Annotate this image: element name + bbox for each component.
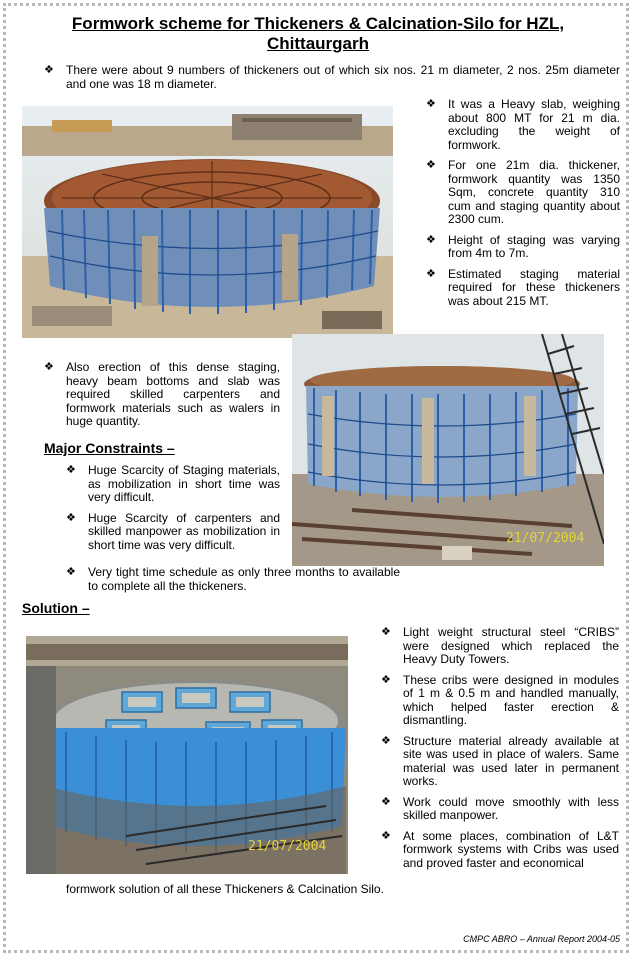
list-item: ❖ These cribs were designed in modules of 1 m & 0.5 m and handled manually, which helped faster erection & dismantling. (381, 672, 619, 727)
photo-date-stamp: 21/07/2004 (506, 531, 585, 546)
diamond-bullet-icon: ❖ (426, 267, 436, 280)
page-title (40, 14, 596, 54)
list-item: ❖ For one 21m dia. thickener, formwork quantity was 1350 Sqm, concrete quantity 310 cum and staging quantity about 2300 cum. (426, 158, 620, 226)
staging-note-list (44, 361, 280, 436)
list-item: ❖ At some places, combination of L&T formwork systems with Cribs was used and proved faster and economical (381, 828, 619, 870)
diamond-bullet-icon: ❖ (426, 233, 436, 246)
list-item: ❖ Estimated staging material required for these thickeners was about 215 MT. (426, 266, 620, 308)
list-item: ❖ Huge Scarcity of Staging materials, as mobilization in short time was very difficult. (66, 463, 280, 504)
list-item: ❖ It was a Heavy slab, weighing about 800 MT for 21 m dia. excluding the weight of formwork. (426, 97, 620, 152)
diamond-bullet-icon: ❖ (66, 511, 76, 524)
list-item: ❖ Height of staging was varying from 4m to 7m. (426, 232, 620, 260)
diamond-bullet-icon: ❖ (381, 829, 391, 842)
list-item: ❖ Light weight structural steel “CRIBS” were designed which replaced the Heavy Duty Towers. (381, 625, 619, 666)
list-item: ❖ Huge Scarcity of carpenters and skilled manpower as mobilization in short time was very difficult. (66, 510, 280, 552)
constraints-list-tail (66, 566, 400, 600)
constraints-heading: Major Constraints – (44, 440, 175, 456)
photo-date-stamp: 21/07/2004 (248, 839, 327, 854)
diamond-bullet-icon: ❖ (66, 464, 76, 476)
thickener-staging-photo (22, 106, 393, 338)
solution-closing-text: formwork solution of all these Thickeners & Calcination Silo. (66, 882, 384, 896)
list-item: ❖ Also erection of this dense staging, heavy beam bottoms and slab was required skilled carpenters and formwork materials such as walers in huge quantity. (44, 360, 280, 428)
title-line-1: Formwork scheme for Thickeners & Calcination-Silo for HZL, (71, 14, 565, 33)
diamond-bullet-icon: ❖ (381, 734, 391, 747)
diamond-bullet-icon: ❖ (426, 98, 436, 110)
diamond-bullet-icon: ❖ (381, 673, 391, 686)
intro-list (44, 64, 620, 98)
list-item: ❖ Structure material already available at site was used in place of walers. Same material was used later in permanent works. (381, 733, 619, 788)
list-item: ❖ Very tight time schedule as only three months to available to complete all the thickeners. (66, 565, 400, 593)
list-item: ❖ Work could move smoothly with less skilled manpower. (381, 794, 619, 822)
solution-heading: Solution – (22, 600, 90, 616)
diamond-bullet-icon: ❖ (44, 64, 54, 76)
diamond-bullet-icon: ❖ (381, 795, 391, 808)
diamond-bullet-icon: ❖ (381, 626, 391, 638)
cribs-photo (26, 636, 348, 874)
slab-facts-list (426, 98, 620, 315)
diamond-bullet-icon: ❖ (426, 159, 436, 171)
thickener-crane-photo (292, 334, 604, 566)
solution-list (381, 626, 619, 877)
constraints-list (66, 464, 280, 559)
report-footer: CMPC ABRO – Annual Report 2004-05 (463, 934, 620, 944)
title-line-2: Chittaurgarh (267, 34, 369, 53)
intro-bullet: ❖ There were about 9 numbers of thickeners out of which six nos. 21 m diameter, 2 nos. 25m diameter and one was 18 m diameter. (44, 63, 620, 91)
diamond-bullet-icon: ❖ (66, 566, 76, 578)
diamond-bullet-icon: ❖ (44, 361, 54, 373)
